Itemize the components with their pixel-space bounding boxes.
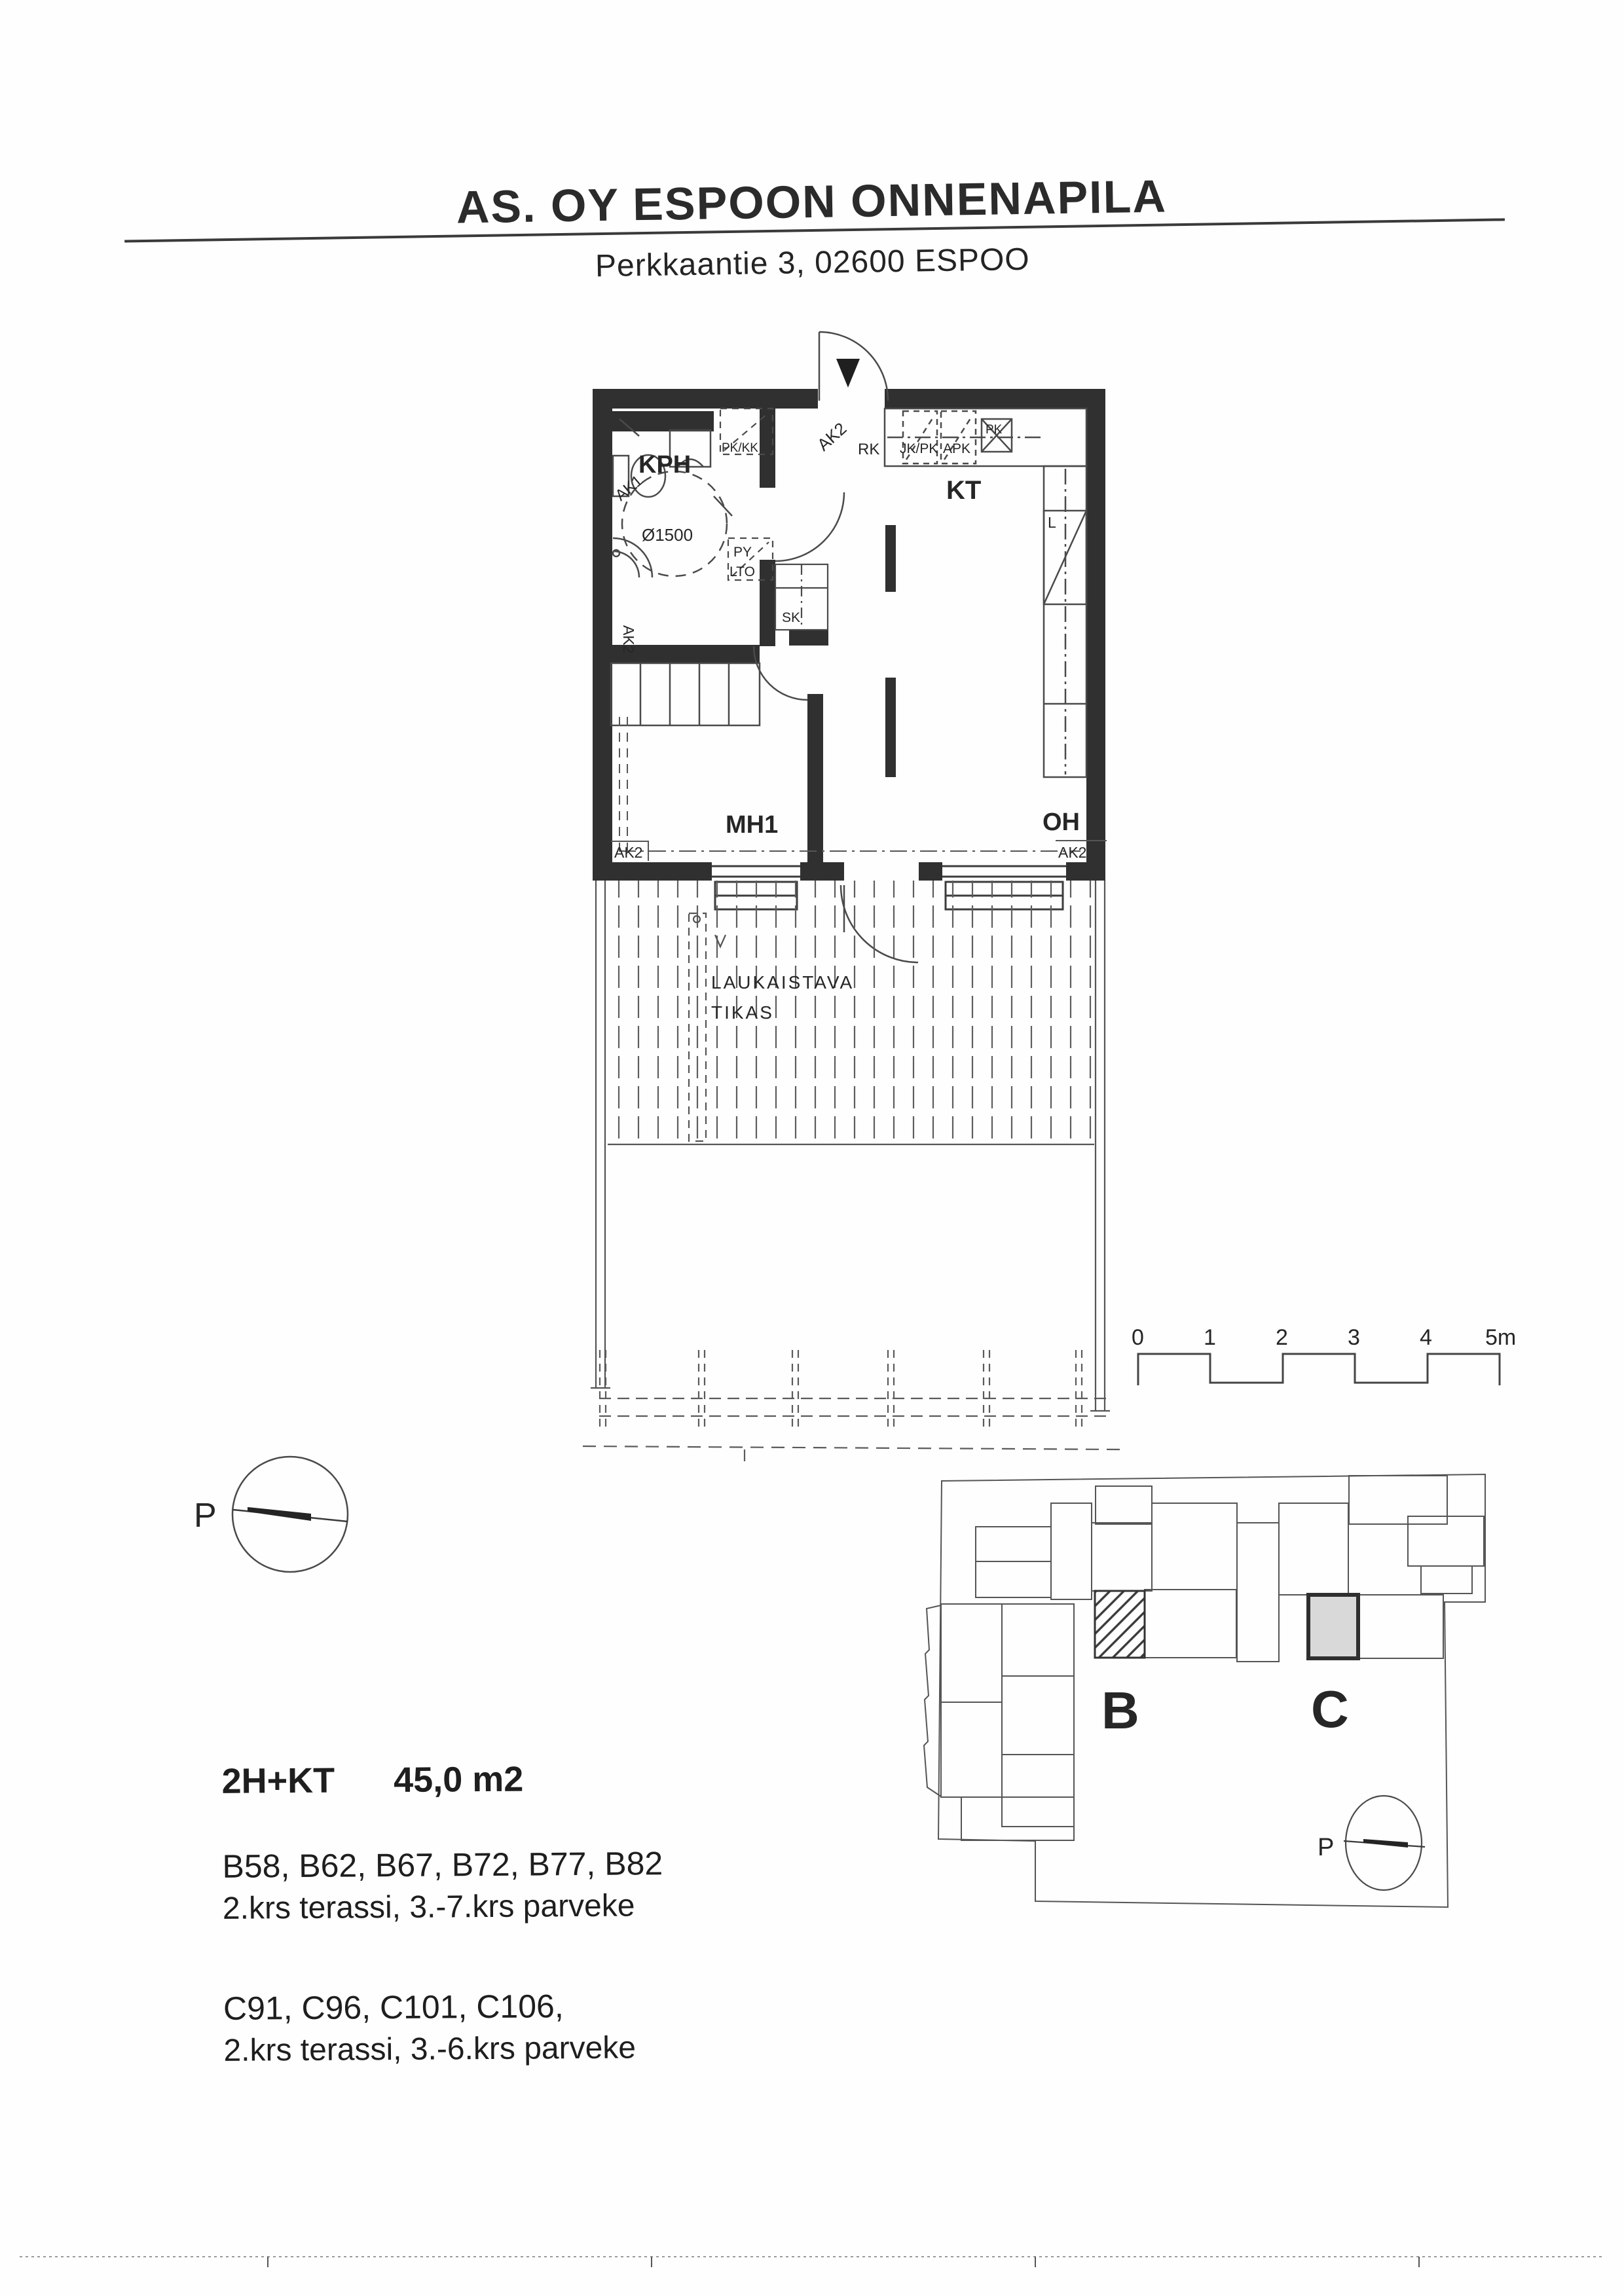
- c-floors: 2.krs terassi, 3.-6.krs parveke: [223, 2030, 637, 2068]
- scale-0: 0: [1132, 1325, 1144, 1350]
- scale-3: 3: [1348, 1325, 1360, 1350]
- site-north-arrow: [1318, 1796, 1425, 1890]
- label-lto: LTO: [729, 564, 755, 579]
- apartment-floor-plan: [194, 332, 1516, 1572]
- page-subtitle: Perkkaantie 3, 02600 ESPOO: [595, 242, 1031, 284]
- b-apartments: B58, B62, B67, B72, B77, B82: [222, 1845, 663, 1885]
- label-ak2-bottom-right: AK2: [1058, 844, 1087, 861]
- scale-4: 4: [1420, 1325, 1432, 1350]
- ceiling-dashed-lines: [611, 717, 1107, 861]
- room-label-kitchen: KT: [946, 476, 982, 505]
- scale-5m: 5m: [1485, 1325, 1517, 1350]
- apartment-type: 2H+KT: [221, 1760, 335, 1801]
- label-apk: APK: [943, 441, 971, 456]
- entry-arrow-icon: [836, 359, 860, 388]
- scan-artifact-line: [20, 2257, 1604, 2267]
- room-label-living-room: OH: [1043, 809, 1080, 836]
- site-building-row: [976, 1476, 1484, 1662]
- label-l: L: [1048, 514, 1056, 531]
- site-unit-b-highlight: [1095, 1591, 1145, 1658]
- ladder-label-2: TIKAS: [711, 1002, 774, 1023]
- room-label-bathroom: KPH: [638, 451, 692, 479]
- label-rk: RK: [858, 441, 880, 458]
- page-title: AS. OY ESPOON ONNENAPILA: [456, 170, 1168, 233]
- site-label-c: C: [1311, 1680, 1349, 1738]
- label-ak2-entry: AK2: [813, 418, 851, 455]
- scale-2: 2: [1276, 1325, 1288, 1350]
- site-plan: [924, 1474, 1485, 1907]
- label-jk-pk: JK/PK: [900, 441, 938, 456]
- label-diameter: Ø1500: [642, 525, 693, 545]
- site-left-wing: [924, 1604, 1074, 1840]
- label-pk-kk: PK/KK: [722, 441, 758, 455]
- north-label: P: [194, 1497, 217, 1535]
- apartment-area: 45,0 m2: [393, 1759, 524, 1800]
- site-label-b: B: [1101, 1681, 1139, 1740]
- ladder-label-1: LAUKAISTAVA: [711, 972, 855, 993]
- kitchen-counters: [885, 409, 1086, 777]
- site-north-label: P: [1318, 1834, 1335, 1861]
- label-pk-stove: PK: [986, 423, 1003, 437]
- c-apartments: C91, C96, C101, C106,: [223, 1988, 564, 2027]
- label-ak2-bottom-left: AK2: [614, 844, 643, 861]
- terrace-railing: [583, 1350, 1121, 1461]
- scale-bar: [1132, 1325, 1516, 1385]
- site-unit-c-highlight: [1308, 1595, 1358, 1658]
- north-arrow: [194, 1457, 348, 1572]
- scale-1: 1: [1204, 1325, 1216, 1350]
- room-label-bedroom: MH1: [726, 811, 779, 839]
- wardrobe-strip: [611, 663, 760, 725]
- entry-door: [819, 332, 888, 401]
- balcony-hatch: [608, 881, 1094, 1144]
- label-sk: SK: [782, 610, 801, 625]
- label-ak1: AK1: [612, 471, 646, 505]
- b-floors: 2.krs terassi, 3.-7.krs parveke: [222, 1888, 635, 1926]
- bathroom-door-arc: [775, 492, 844, 561]
- label-ak2-left-vertical: AK2: [620, 625, 637, 654]
- balcony: [591, 881, 1110, 1411]
- bedroom-door-arc: [754, 646, 807, 700]
- shower-mark: [613, 551, 639, 577]
- label-py: PY: [733, 545, 752, 560]
- bathroom-fixtures: [613, 419, 732, 577]
